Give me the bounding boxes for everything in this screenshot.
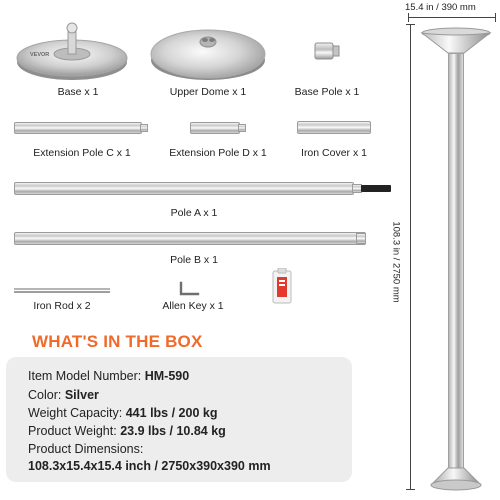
spec-color: Color: Silver <box>28 388 99 402</box>
iron-rod-label: Iron Rod x 2 <box>33 300 91 312</box>
spec-dimensions-label: Product Dimensions: <box>28 442 144 456</box>
extension-pole-c-image <box>14 122 142 134</box>
assembled-pole-shaft <box>448 53 464 475</box>
pole-a-label: Pole A x 1 <box>170 207 218 219</box>
base-pole-image <box>313 40 341 62</box>
extension-pole-c-label: Extension Pole C x 1 <box>33 147 131 159</box>
package-tag-image <box>272 268 292 304</box>
spec-model: Item Model Number: HM-590 <box>28 369 190 383</box>
assembled-pole-base <box>428 466 484 492</box>
dim-top-width-text: 15.4 in / 390 mm <box>405 2 476 13</box>
base-pole-label: Base Pole x 1 <box>294 86 360 98</box>
pole-a-image <box>14 182 354 195</box>
extension-pole-c-tip <box>140 124 148 132</box>
spec-dimensions-value: 108.3x15.4x15.4 inch / 2750x390x390 mm <box>28 459 271 473</box>
base-label: Base x 1 <box>57 86 99 98</box>
dim-height-tick-bottom <box>406 489 415 490</box>
spec-weight: Product Weight: 23.9 lbs / 10.84 kg <box>28 424 226 438</box>
spec-capacity: Weight Capacity: 441 lbs / 200 kg <box>28 406 218 420</box>
base-image <box>15 18 130 82</box>
pole-b-end <box>356 233 366 244</box>
iron-cover-label: Iron Cover x 1 <box>301 147 367 159</box>
iron-cover-image <box>297 121 371 134</box>
dim-top-line <box>408 17 496 18</box>
section-heading: WHAT'S IN THE BOX <box>32 332 203 351</box>
iron-rod-image-2 <box>14 291 110 293</box>
dim-height-line <box>410 24 411 490</box>
upper-dome-image <box>148 16 268 84</box>
brand-mark: VEVOR <box>30 52 50 58</box>
upper-dome-label: Upper Dome x 1 <box>169 86 247 98</box>
iron-rod-image-1 <box>14 288 110 290</box>
dim-top-tick-right <box>495 13 496 22</box>
pole-a-connector <box>361 185 391 192</box>
dim-height-tick-top <box>406 24 415 25</box>
extension-pole-d-label: Extension Pole D x 1 <box>169 147 267 159</box>
dim-top-tick-left <box>408 13 409 22</box>
extension-pole-d-image <box>190 122 240 134</box>
extension-pole-d-tip <box>238 124 246 132</box>
pole-b-image <box>14 232 366 245</box>
pole-b-label: Pole B x 1 <box>170 254 218 266</box>
dim-height-text: 108.3 in / 2750 mm <box>390 221 402 303</box>
allen-key-image <box>178 281 200 297</box>
allen-key-label: Allen Key x 1 <box>162 300 224 312</box>
